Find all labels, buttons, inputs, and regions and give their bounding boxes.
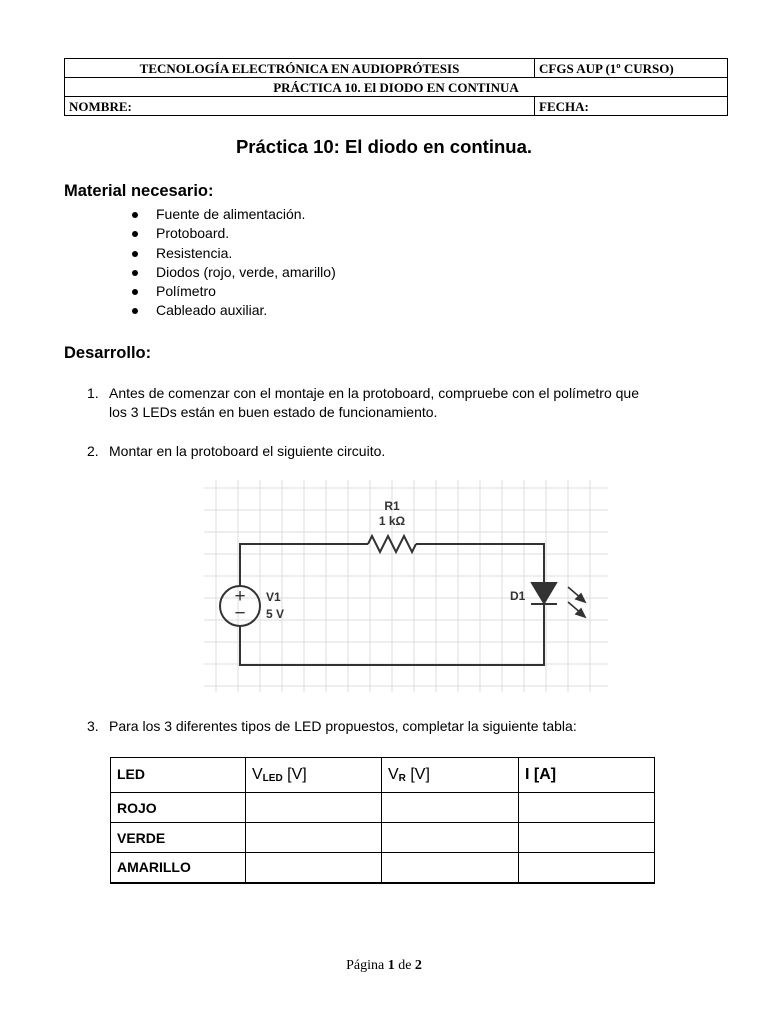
diode-label: D1 <box>510 589 526 603</box>
list-item: Protoboard. <box>130 224 336 243</box>
total-pages: 2 <box>414 958 422 973</box>
row-label: VERDE <box>111 823 246 853</box>
bullet-icon <box>132 231 138 237</box>
table-row <box>111 793 655 823</box>
step-number: 3. <box>87 718 99 734</box>
bullet-icon <box>132 270 138 276</box>
step-number: 2. <box>87 443 99 459</box>
source-label: V1 <box>266 590 281 604</box>
step-text: Para los 3 diferentes tipos de LED propuestos, completar la siguiente tabla: <box>109 718 577 734</box>
light-arrows-icon <box>568 587 585 617</box>
row-label: ROJO <box>111 793 246 823</box>
development-heading: Desarrollo: <box>64 344 152 362</box>
header-led: LED <box>111 758 246 793</box>
subject-cell: TECNOLOGÍA ELECTRÓNICA EN AUDIOPRÓTESIS <box>65 59 535 78</box>
bullet-icon <box>132 212 138 218</box>
led-symbol <box>531 583 557 604</box>
name-field[interactable]: NOMBRE: <box>65 97 535 116</box>
input-cell[interactable] <box>519 793 655 823</box>
input-cell[interactable] <box>382 793 519 823</box>
list-item: Diodos (rojo, verde, amarillo) <box>130 263 336 282</box>
table-row <box>111 823 655 853</box>
current-page: 1 <box>387 958 395 973</box>
svg-text:+: + <box>234 586 246 607</box>
list-item: Polímetro <box>130 282 336 301</box>
list-item: Fuente de alimentación. <box>130 205 336 224</box>
circuit-diagram <box>204 480 608 692</box>
input-cell[interactable] <box>246 853 382 883</box>
step-text: Antes de comenzar con el montaje en la protoboard, compruebe con el polímetro que <box>109 385 639 401</box>
step-text: los 3 LEDs están en buen estado de funcionamiento. <box>109 404 438 420</box>
svg-text:−: − <box>234 603 246 624</box>
source-value: 5 V <box>266 607 285 621</box>
input-cell[interactable] <box>519 823 655 853</box>
page-title: Práctica 10: El diodo en continua. <box>235 136 533 157</box>
bullet-icon <box>132 289 138 295</box>
header-vr: $V_R$ [V] <box>382 758 519 793</box>
resistor-value: 1 kΩ <box>378 514 406 528</box>
row-label: AMARILLO <box>111 853 246 883</box>
voltage-source-symbol <box>220 586 260 626</box>
table-row <box>111 853 655 883</box>
input-cell[interactable] <box>382 853 519 883</box>
list-item: Resistencia. <box>130 244 336 263</box>
input-cell[interactable] <box>246 823 382 853</box>
header-vled: $V_{LED}$ [V] <box>246 758 382 793</box>
table-header-row <box>111 758 655 793</box>
course-cell: CFGS AUP (1º CURSO) <box>535 59 728 78</box>
header-table <box>64 58 728 116</box>
page-footer: Página 1 de 2 <box>346 958 422 973</box>
date-field[interactable]: FECHA: <box>535 97 728 116</box>
materials-list <box>130 205 336 321</box>
input-cell[interactable] <box>246 793 382 823</box>
header-current: I [A] <box>519 758 655 793</box>
list-item: Cableado auxiliar. <box>130 301 336 320</box>
bullet-icon <box>132 308 138 314</box>
input-cell[interactable] <box>382 823 519 853</box>
resistor-label: R1 <box>384 499 400 513</box>
input-cell[interactable] <box>519 853 655 883</box>
step-text: Montar en la protoboard el siguiente circuito. <box>109 443 386 459</box>
materials-heading: Material necesario: <box>64 182 214 200</box>
step-number: 1. <box>87 385 99 401</box>
practice-cell: PRÁCTICA 10. El DIODO EN CONTINUA <box>65 78 728 97</box>
bullet-icon <box>132 251 138 257</box>
results-table <box>110 757 655 884</box>
